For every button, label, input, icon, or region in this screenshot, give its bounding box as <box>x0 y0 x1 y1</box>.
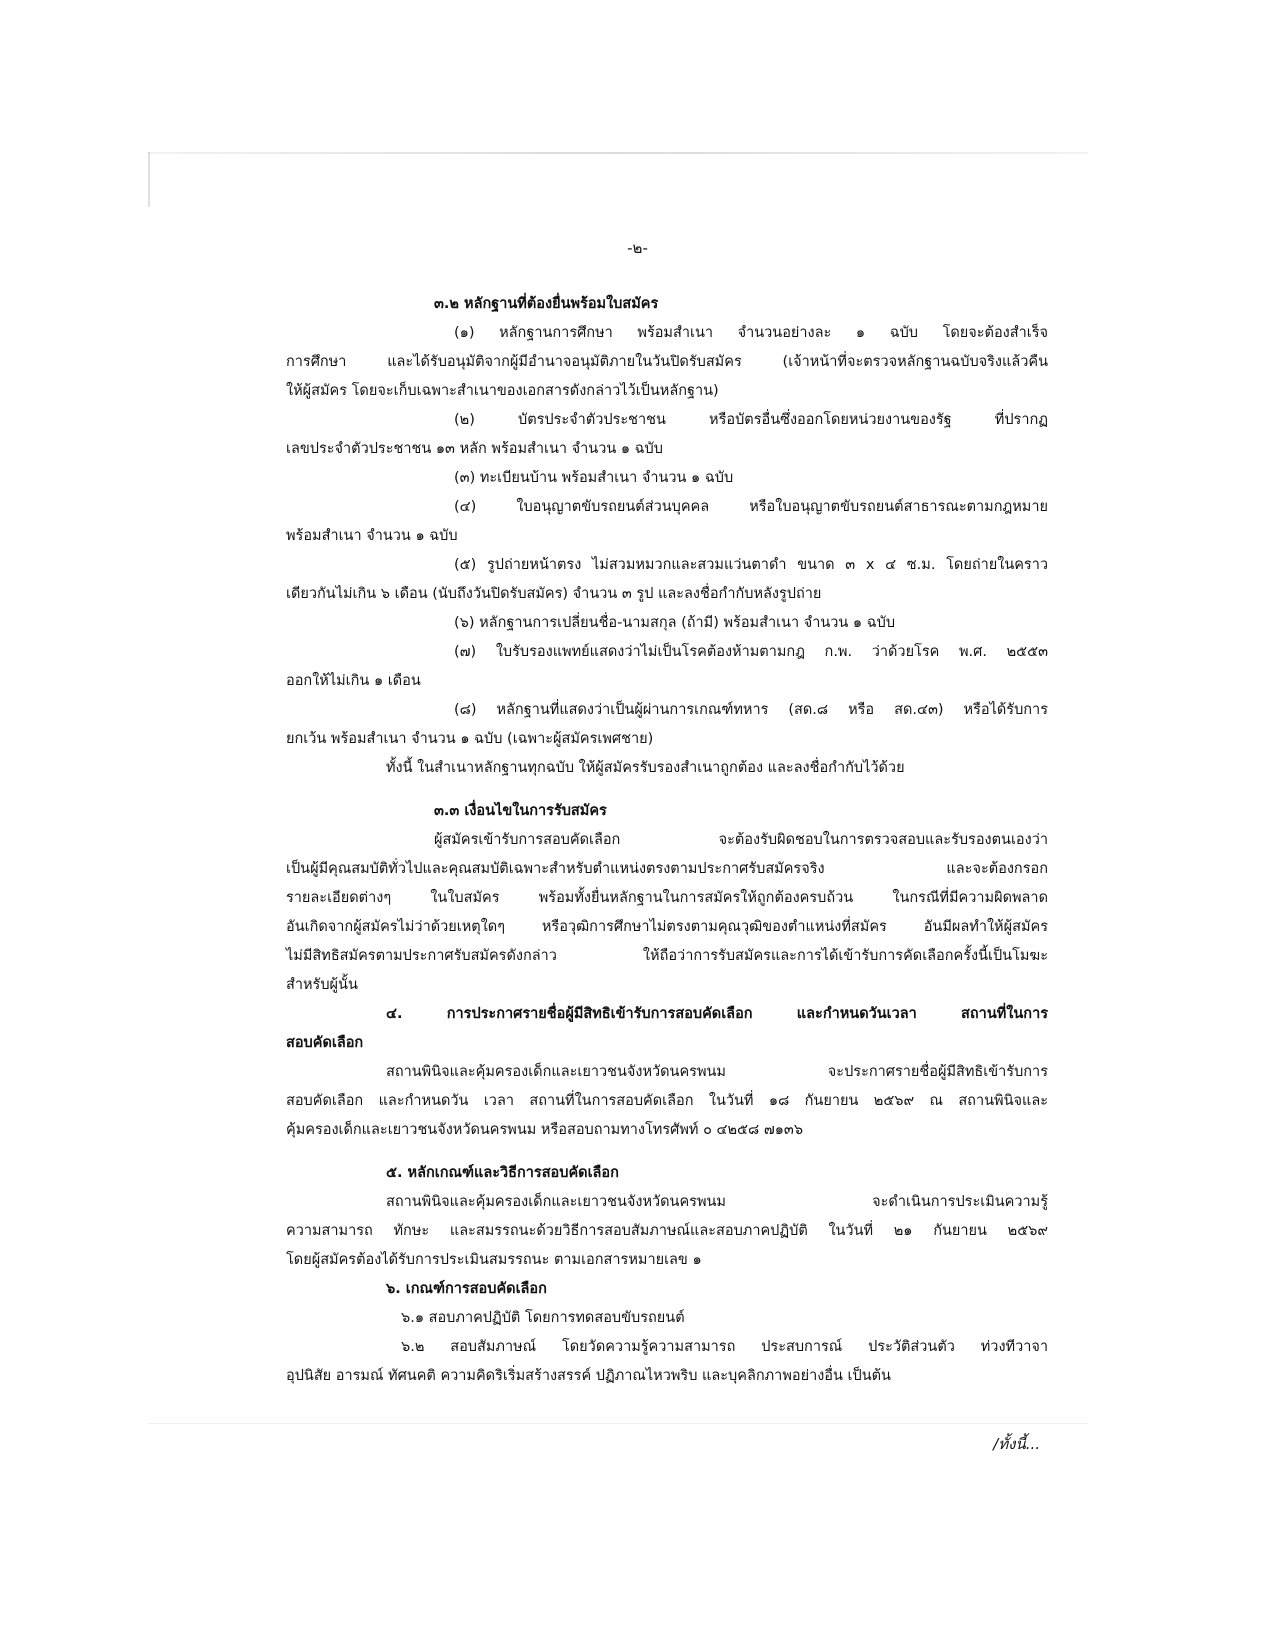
item-7-line-1: (๗) ใบรับรองแพทย์แสดงว่าไม่เป็นโรคต้องห้ามตามกฎ ก.พ. ว่าด้วยโรค พ.ศ. ๒๕๕๓ <box>454 644 1048 660</box>
section-5-heading: ๕. หลักเกณฑ์และวิธีการสอบคัดเลือก <box>386 1165 619 1181</box>
section-3-3-line-2: เป็นผู้มีคุณสมบัติทั่วไปและคุณสมบัติเฉพาะสำหรับตำแหน่งตรงตามประกาศรับสมัครจริง และจะต้องกรอก <box>286 861 1048 877</box>
item-1-line-2: การศึกษา และได้รับอนุมัติจากผู้มีอำนาจอนุมัติภายในวันปิดรับสมัคร (เจ้าหน้าที่จะตรวจหลักฐานฉบับจริงแล้วคืน <box>286 354 1048 370</box>
scan-edge-top <box>148 152 1088 154</box>
section-5-line-2: ความสามารถ ทักษะ และสมรรถนะด้วยวิธีการสอบสัมภาษณ์และสอบภาคปฏิบัติ ในวันที่ ๒๑ กันยายน ๒๕๖๙ <box>286 1223 1048 1239</box>
scan-edge-left <box>148 152 150 207</box>
section-3-3-line-4: อันเกิดจากผู้สมัครไม่ว่าด้วยเหตุใดๆ หรือวุฒิการศึกษาไม่ตรงตามคุณวุฒิของตำแหน่งที่สมัคร อันมีผลทำให้ผู้สมัคร <box>286 919 1048 935</box>
page-number: -๒- <box>627 239 648 257</box>
section-3-2-heading: ๓.๒ หลักฐานที่ต้องยื่นพร้อมใบสมัคร <box>434 296 659 312</box>
section-3-3-line-3: รายละเอียดต่างๆ ในใบสมัคร พร้อมทั้งยื่นหลักฐานในการสมัครให้ถูกต้องครบถ้วน ในกรณีที่มีความผิดพลาด <box>286 890 1048 906</box>
item-5-line-1: (๕) รูปถ่ายหน้าตรง ไม่สวมหมวกและสวมแว่นตาดำ ขนาด ๓ x ๔ ซ.ม. โดยถ่ายในคราว <box>454 557 1048 573</box>
item-4-line-2: พร้อมสำเนา จำนวน ๑ ฉบับ <box>286 528 458 544</box>
section-6-item-1: ๖.๑ สอบภาคปฏิบัติ โดยการทดสอบขับรถยนต์ <box>401 1310 685 1326</box>
item-4-line-1: (๔) ใบอนุญาตขับรถยนต์ส่วนบุคคล หรือใบอนุญาตขับรถยนต์สาธารณะตามกฎหมาย <box>454 499 1048 515</box>
section-3-3-line-1: ผู้สมัครเข้ารับการสอบคัดเลือก จะต้องรับผิดชอบในการตรวจสอบและรับรองตนเองว่า <box>434 832 1048 848</box>
section-6-item-2-line-2: อุปนิสัย อารมณ์ ทัศนคติ ความคิดริเริ่มสร้างสรรค์ ปฏิภาณไหวพริบ และบุคลิกภาพอย่างอื่น เป็นต้น <box>286 1368 891 1384</box>
section-3-3-heading: ๓.๓ เงื่อนไขในการรับสมัคร <box>434 803 607 819</box>
item-5-line-2: เดียวกันไม่เกิน ๖ เดือน (นับถึงวันปิดรับสมัคร) จำนวน ๓ รูป และลงชื่อกำกับหลังรูปถ่าย <box>286 586 822 602</box>
section-5-line-1: สถานพินิจและคุ้มครองเด็กและเยาวชนจังหวัดนครพนม จะดำเนินการประเมินความรู้ <box>386 1194 1048 1210</box>
section-4-heading-line-2: สอบคัดเลือก <box>286 1035 364 1051</box>
item-2-line-1: (๒) บัตรประจำตัวประชาชน หรือบัตรอื่นซึ่งออกโดยหน่วยงานของรัฐ ที่ปรากฏ <box>454 412 1048 428</box>
section-3-3-line-5: ไม่มีสิทธิสมัครตามประกาศรับสมัครดังกล่าว ให้ถือว่าการรับสมัครและการได้เข้ารับการคัดเลือกครั้งนี้เป็นโมฆะ <box>286 948 1048 964</box>
item-7-line-2: ออกให้ไม่เกิน ๑ เดือน <box>286 673 421 689</box>
document-body <box>286 290 1048 1391</box>
section-4-line-3: คุ้มครองเด็กและเยาวชนจังหวัดนครพนม หรือสอบถามทางโทรศัพท์ ๐ ๔๒๕๘ ๗๑๓๖ <box>286 1122 804 1138</box>
item-2-line-2: เลขประจำตัวประชาชน ๑๓ หลัก พร้อมสำเนา จำนวน ๑ ฉบับ <box>286 441 663 457</box>
section-3-3-line-6: สำหรับผู้นั้น <box>286 977 358 993</box>
item-3-line-1: (๓) ทะเบียนบ้าน พร้อมสำเนา จำนวน ๑ ฉบับ <box>454 470 734 486</box>
section-4-heading-line-1: ๔. การประกาศรายชื่อผู้มีสิทธิเข้ารับการสอบคัดเลือก และกำหนดวันเวลา สถานที่ในการ <box>386 1006 1048 1022</box>
item-8-line-1: (๘) หลักฐานที่แสดงว่าเป็นผู้ผ่านการเกณฑ์ทหาร (สด.๘ หรือ สด.๔๓) หรือได้รับการ <box>454 702 1048 718</box>
section-6-item-2-line-1: ๖.๒ สอบสัมภาษณ์ โดยวัดความรู้ความสามารถ ประสบการณ์ ประวัติส่วนตัว ท่วงทีวาจา <box>401 1339 1048 1355</box>
continuation-footer: /ทั้งนี้... <box>993 1435 1040 1453</box>
scan-edge-bottom <box>148 1423 1088 1424</box>
item-1-line-1: (๑) หลักฐานการศึกษา พร้อมสำเนา จำนวนอย่างละ ๑ ฉบับ โดยจะต้องสำเร็จ <box>454 325 1048 341</box>
item-8-line-2: ยกเว้น พร้อมสำเนา จำนวน ๑ ฉบับ (เฉพาะผู้สมัครเพศชาย) <box>286 731 654 747</box>
item-1-line-3: ให้ผู้สมัคร โดยจะเก็บเฉพาะสำเนาของเอกสารดังกล่าวไว้เป็นหลักฐาน) <box>286 383 719 399</box>
section-4-line-2: สอบคัดเลือก และกำหนดวัน เวลา สถานที่ในการสอบคัดเลือก ในวันที่ ๑๘ กันยายน ๒๕๖๙ ณ สถานพินิจและ <box>286 1093 1048 1109</box>
section-5-line-3: โดยผู้สมัครต้องได้รับการประเมินสมรรถนะ ตามเอกสารหมายเลข ๑ <box>286 1252 702 1268</box>
copy-certification-note: ทั้งนี้ ในสำเนาหลักฐานทุกฉบับ ให้ผู้สมัครรับรองสำเนาถูกต้อง และลงชื่อกำกับไว้ด้วย <box>386 760 905 776</box>
section-4-line-1: สถานพินิจและคุ้มครองเด็กและเยาวชนจังหวัดนครพนม จะประกาศรายชื่อผู้มีสิทธิเข้ารับการ <box>386 1064 1048 1080</box>
item-6-line-1: (๖) หลักฐานการเปลี่ยนชื่อ-นามสกุล (ถ้ามี) พร้อมสำเนา จำนวน ๑ ฉบับ <box>454 615 896 631</box>
section-6-heading: ๖. เกณฑ์การสอบคัดเลือก <box>386 1281 547 1297</box>
